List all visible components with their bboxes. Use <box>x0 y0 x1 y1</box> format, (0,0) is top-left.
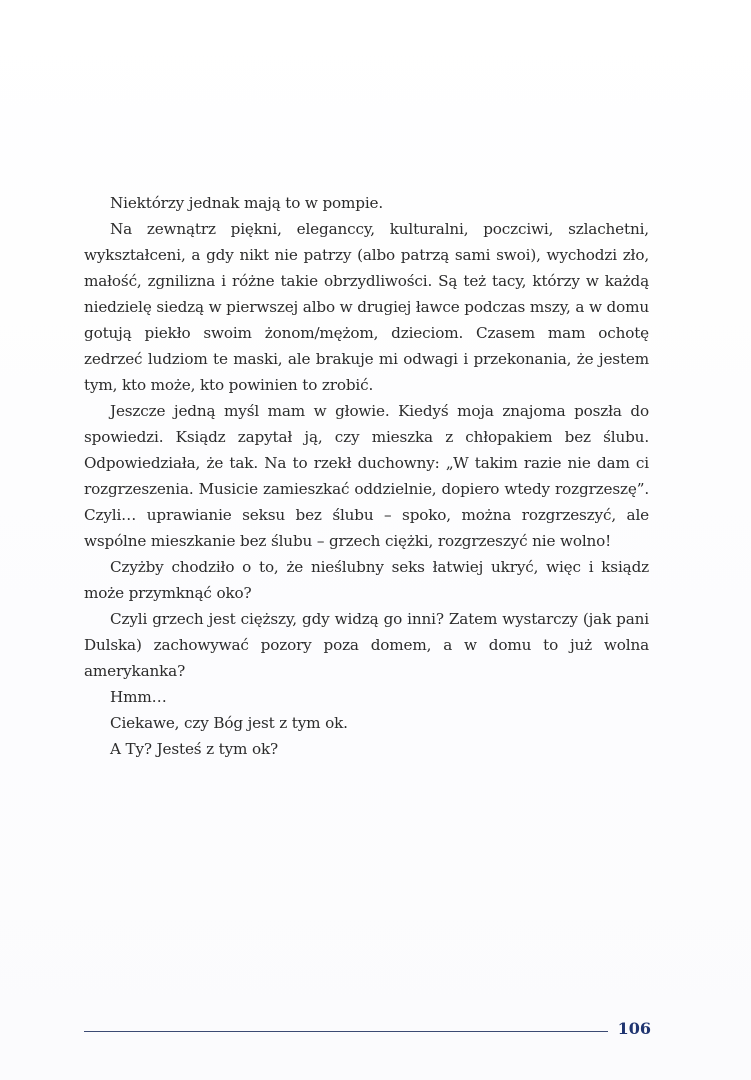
paragraph-1: Niektórzy jednak mają to w pompie. <box>110 194 384 212</box>
paragraph-7: Ciekawe, czy Bóg jest z tym ok. <box>110 714 348 732</box>
paragraph-2: Na zewnątrz piękni, eleganccy, kulturalni, poczciwi, szlachetni, wykształceni, a gdy nikt nie patrzy (albo patrzą sami swoi), wychodzi zło, małość, zgnilizna i różne takie obrzydliwości. Są też tacy, którzy w każdą niedzielę siedzą w pierwszej albo w drugiej ławce podczas mszy, a w domu gotują piekło swoim żonom/mężom, dzieciom. Czasem mam ochotę zedrzeć ludziom te maski, ale brakuje mi odwagi i przekonania, że jestem tym, kto może, kto powinien to zrobić. <box>84 220 649 394</box>
paragraph-5: Czyli grzech jest cięższy, gdy widzą go inni? Zatem wystarczy (jak pani Dulska) zachowywać pozory poza domem, a w domu to już wolna amerykanka? <box>84 610 649 680</box>
paragraph-4: Czyżby chodziło o to, że nieślubny seks łatwiej ukryć, więc i ksiądz może przymknąć oko? <box>84 558 649 602</box>
paragraph-6: Hmm… <box>110 688 167 706</box>
footer-rule <box>84 1031 608 1032</box>
page-number: 106 <box>617 1019 651 1038</box>
paragraph-8: A Ty? Jesteś z tym ok? <box>110 740 278 758</box>
body-text <box>84 190 649 762</box>
paragraph-3: Jeszcze jedną myśl mam w głowie. Kiedyś moja znajoma poszła do spowiedzi. Ksiądz zapytał ją, czy mieszka z chłopakiem bez ślubu. Odpowiedziała, że tak. Na to rzekł duchowny: „W takim razie nie dam ci rozgrzeszenia. Musicie zamieszkać oddzielnie, dopiero wtedy rozgrzeszę”. Czyli… uprawianie seksu bez ślubu – spoko, można rozgrzeszyć, ale wspólne mieszkanie bez ślubu – grzech ciężki, rozgrzeszyć nie wolno! <box>84 402 649 550</box>
